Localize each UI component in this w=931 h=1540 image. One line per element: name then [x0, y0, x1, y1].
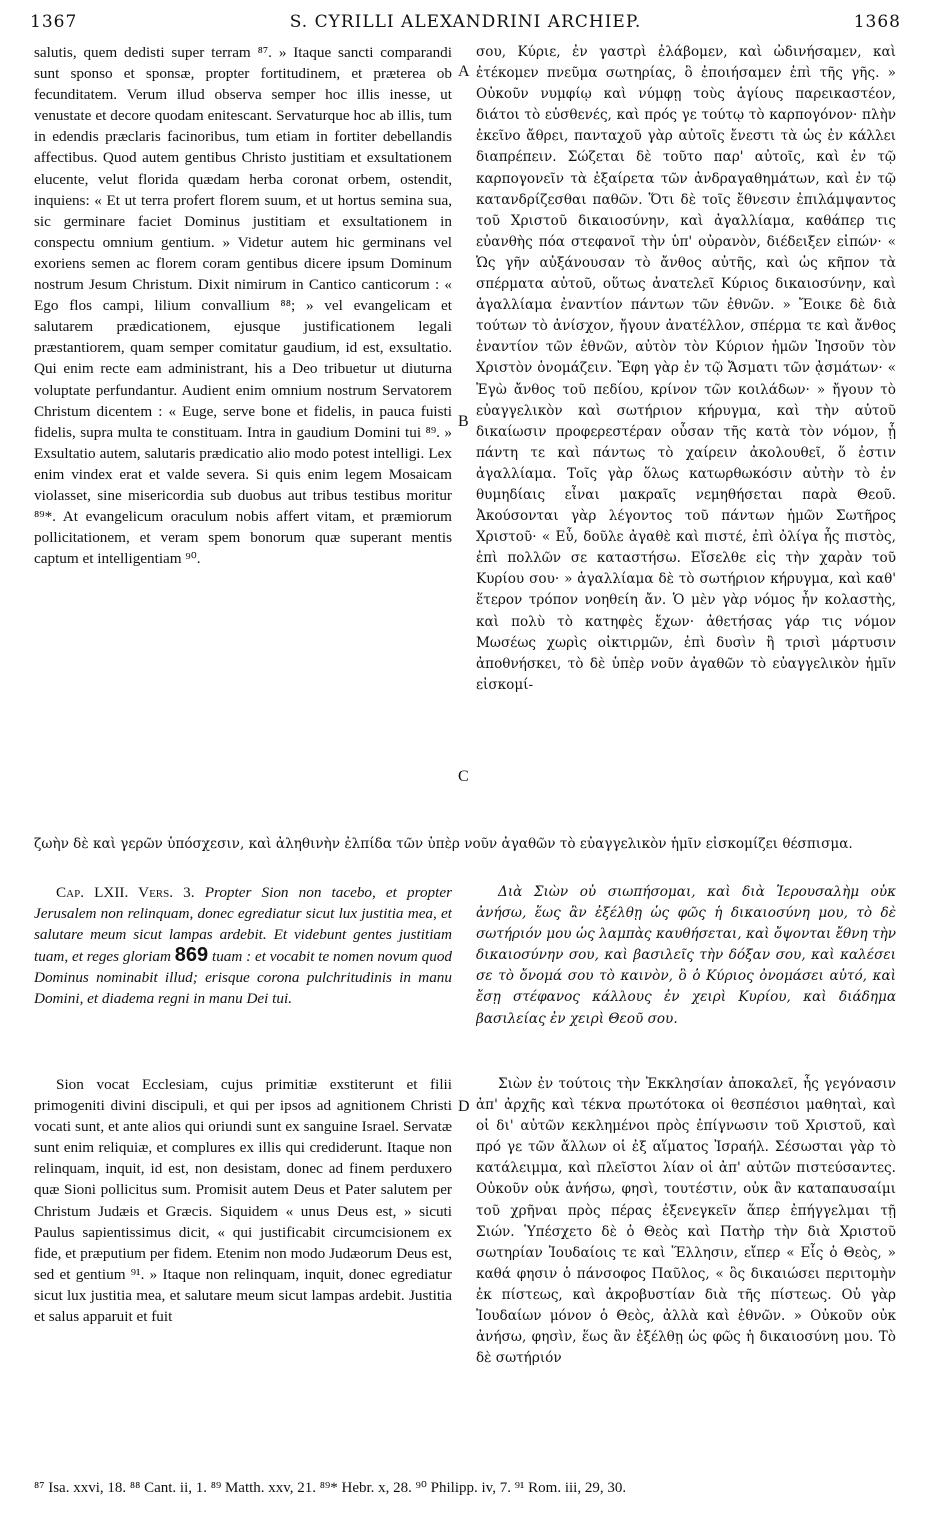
greek-column-bottom [476, 1074, 896, 1474]
latin-column-bottom [34, 1074, 452, 1474]
latin-commentary: Sion vocat Ecclesiam, cujus primitiæ exstiterunt et filii primogeniti divini discipuli, et qui per ipsos ad agnitionem Christi vocati sunt, et ante alios qui oriundi sunt ex sanguine Israel. Servatæ sunt enim reliquiæ, et complures ex illis qui crediderunt. Itaque non relinquam, inquit, id est, non desistam, donec ad finem perduxero quæ Sioni pollicitus sum. Promisit autem Deus et Pater salutem per Christum Judæis et Græcis. Siquidem « unus Deus est, » sicuti Paulus sapientissimus dicit, « qui justificabit circumcisionem ex fide, et præputium per fidem. Etenim non modo Judæorum Deus est, sed et gentium ⁹¹. » Itaque non relinquam, inquit, donec egrediatur sicut lux justitia mea, et salutare meum sicut lampas ardebit. Justitia et salus apparuit et fuit [34, 1076, 452, 1326]
footnote-text: ⁸⁷ Isa. xxvi, 18. ⁸⁸ Cant. ii, 1. ⁸⁹ Matth. xxv, 21. ⁸⁹* Hebr. x, 28. ⁹⁰ Philipp. iv, 7. ⁹¹ Rom. iii, 29, 30. [34, 1480, 627, 1496]
latin-text: salutis, quem dedisti super terram ⁸⁷. » Itaque sancti comparandi sunt sponso et sponsæ, propter fortitudinem, et præterea ob fecunditatem. Verum illud observa semper hoc illis inesse, ut venustate et decore quodam enitescant. Servaturque hoc ab illis, tum in edendis præclaris facinoribus, tum etiam in fortiter debellandis affectibus. Quod autem gentibus Christo justitiam et exsultationem elucente, velut florida quædam herba coronat orbem, ostendit, inquiens: « Et ut terra profert florem suum, et ut hortus semina sua, sic germinare faciet Dominus justitiam et exsultationem in conspectu omnium gentium. » Videtur autem hic germinans vel exoriens semen ac florem coram gentibus dicere ipsum Dominum nostrum Jesum Christum. Dixit nimirum in Cantico canticorum : « Ego flos campi, lilium convallium ⁸⁸; » vel evangelicam et salutarem prædicationem, ejusque justificationem legali præstantiorem, quam semper comitatur gaudium, id est, exsultatio. Qui enim recte eam administrant, his a Deo tribuetur ut diuturna voluptate perfundantur. Audient enim omnium nostrum Servatorem Christum dicentem : « Euge, serve bone et fidelis, in pauca fuisti fidelis, supra multa te constituam. Intra in gaudium Domini tui ⁸⁹. » Exsultatio autem, salutaris prædicatio alio modo potest intelligi. Lex enim vindex erat et valde severa. Si quis enim legem Mosaicam violasset, sine misericordia sub duobus aut tribus testibus moritur ⁸⁹*. At evangelicum oraculum nobis affert vitam, et præmiorum pollicitationem, et veram spem bonorum quæ superant mentis captum et intelligentiam ⁹⁰. [34, 44, 452, 568]
greek-continuation: ζωὴν δὲ καὶ γερῶν ὑπόσχεσιν, καὶ ἀληθινὴν ἐλπίδα τῶν ὑπὲρ νοῦν ἀγαθῶν τὸ εὐαγγελικὸν ἡμῖν εἰσκομίζει θέσπισμα. [34, 836, 853, 852]
column-number: 869 [174, 944, 209, 967]
greek-column-top [476, 42, 896, 858]
margin-marker-b: B [458, 413, 469, 430]
chapter-greek-text: Διὰ Σιὼν οὐ σιωπήσομαι, καὶ διὰ Ἱερουσαλὴμ οὐκ ἀνήσω, ἕως ἂν ἐξέλθῃ ὡς φῶς ἡ δικαιοσύνη μου, τὸ δὲ σωτήριόν μου ὡς λαμπὰς καυθήσεται, καὶ ὄψονται ἔθνη τὴν δικαιοσύνην σου, καὶ βασιλεῖς τὴν δόξαν σου, καὶ καλέσει σε τὸ ὄνομά σου τὸ καινὸν, ὃ ὁ Κύριος ὀνομάσει αὐτό, καὶ ἔσῃ στέφανος κάλλους ἐν χειρὶ Κυρίου, καὶ διάδημα βασιλείας ἐν χειρὶ Θεοῦ σου. [476, 884, 896, 1027]
running-title: S. CYRILLI ALEXANDRINI ARCHIEP. [289, 12, 642, 32]
margin-marker-c: C [458, 768, 469, 785]
margin-marker-d: D [458, 1098, 470, 1115]
left-page-number: 1367 [30, 12, 78, 32]
chapter-greek-block [476, 882, 896, 1072]
margin-marker-a: A [458, 63, 470, 80]
chapter-latin-text: Propter Sion non tacebo, et propter Jerusalem non relinquam, donec egrediatur sicut lux justitia mea, et salutare meum sicut lampas ardebit. Et videbunt gentes justitiam tuam, et reges gloriam [34, 884, 452, 966]
running-header [30, 8, 901, 36]
greek-commentary: Σιὼν ἐν τούτοις τὴν Ἐκκλησίαν ἀποκαλεῖ, ἧς γεγόνασιν ἀπ' ἀρχῆς καὶ τέκνα πρωτότοκα οἱ θεσπέσιοι μαθηταὶ, καὶ οἱ δι' αὐτῶν κεκλημένοι πρὸς ἐπίγνωσιν τοῦ Χριστοῦ, καὶ πρό γε τῶν ἄλλων οἱ ἐξ αἵματος Ἰσραήλ. Σέσωσται γὰρ τὸ κατάλειμμα, καὶ πλεῖστοι λίαν οἱ ἀπ' αὐτῶν πιστεύσαντες. Οὐκοῦν οὐκ ἀνήσω, φησὶ, τουτέστιν, οὐκ ἂν καταπαυσαίμι τοῦ χρῆναι πρὸς πέρας ἐξενεγκεῖν ἅπερ ἐπήγγελμαι τῇ Σιών. Ὑπέσχετο δὲ ὁ Θεὸς καὶ Πατὴρ τὴν διὰ Χριστοῦ σωτηρίαν Ἰουδαίοις τε καὶ Ἕλλησιν, εἴπερ « Εἷς ὁ Θεὸς, » καθά φησιν ὁ πάνσοφος Παῦλος, « ὃς δικαιώσει περιτομὴν ἐκ πίστεως, καὶ ἀκροβυστίαν διὰ τῆς πίστεως. Οὐ γὰρ Ἰουδαίων μόνον ὁ Θεὸς, ἀλλὰ καὶ ἐθνῶν. » Οὐκοῦν οὐκ ἀνήσω, φησὶν, ἕως ἂν ἐξέλθῃ ὡς φῶς ἡ δικαιοσύνη μου. Τὸ δὲ σωτήριόν [476, 1076, 896, 1367]
full-width-greek-line [34, 834, 897, 855]
chapter-latin-block [34, 882, 452, 1072]
chapter-label: Cap. LXII. Vers. 3. [56, 884, 195, 901]
footnotes [34, 1478, 897, 1498]
greek-text: σου, Κύριε, ἐν γαστρὶ ἐλάβομεν, καὶ ὠδινήσαμεν, καὶ ἐτέκομεν πνεῦμα σωτηρίας, ὃ ἐποιήσαμεν ἐπὶ τῆς γῆς. » Οὐκοῦν νυμφίῳ καὶ νύμφῃ τοὺς ἁγίους παρεικαστέον, διάτοι τὸ εὐσθενές, καὶ πρός γε τούτῳ τὸ καρπογόνον· πλὴν ἐκεῖνο ἄθρει, πανταχοῦ γὰρ αὐτοῖς ἔνεστι τὰ ὡς ἐν κάλλει διαπρέπειν. Σώζεται δὲ τοῦτο παρ' αὐτοῖς, καὶ ἐν τῷ καρπογονεῖν τὰ ἐξαίρετα τῶν ἀνδραγαθημάτων, καὶ ἐν τῷ κατανδρίζεσθαι παθῶν. Ὅτι δὲ τοῖς ἔθνεσιν ἐπιλάμψαντος τοῦ Χριστοῦ δικαιοσύνην, καὶ ἀγαλλίαμα, καθάπερ τις εὐανθὴς πόα στεφανοῖ τὴν ὑπ' οὐρανὸν, διέδειξεν εἰπών· « Ὡς γῆν αὐξάνουσαν τὸ ἄνθος αὐτῆς, καὶ ὡς κῆπον τὰ σπέρματα αὐτοῦ, οὕτως ἀνατελεῖ Κύριος δικαιοσύνην, καὶ ἀγαλλίαμα ἐναντίον πάντων τῶν ἐθνῶν. » Ἔοικε δὲ διὰ τούτων τὸ ἀνίσχον, ἤγουν ἀνατέλλον, σπέρμα τε καὶ ἄνθος ἐναντίον τῶν ἐθνῶν, αὐτὸν τὸν Κύριον ἡμῶν Ἰησοῦν τὸν Χριστὸν ὀνομάζειν. Ἔφη γὰρ ἐν τῷ Ἄσματι τῶν ᾀσμάτων· « Ἐγὼ ἄνθος τοῦ πεδίου, κρίνον τῶν κοιλάδων· » ἤγουν τὸ εὐαγγελικὸν καὶ σωτήριον κήρυγμα, καὶ τὴν αὐτοῦ δικαίωσιν προφερεστέραν οὖσαν τῆς κατὰ τὸν νόμον, ᾗ πάντη τε καὶ πάντως τὸ χαίρειν ἀκολουθεῖ, ὅ ἐστιν ἀγαλλίαμα. Τοῖς γὰρ ὅλως κατωρθωκόσιν αὐτὴν τὸ ἐν θυμηδίαις εἶναι μακραῖς νεμηθήσεται παρὰ Θεοῦ. Ἀκούσονται γὰρ λέγοντος τοῦ πάντων ἡμῶν Σωτῆρος Χριστοῦ· « Εὖ, δοῦλε ἀγαθὲ καὶ πιστέ, ἐπὶ ὀλίγα ἧς πιστὸς, ἐπὶ πολλῶν σε καταστήσω. Εἴσελθε εἰς τὴν χαρὰν τοῦ Κυρίου σου· » ἀγαλλίαμα δὲ τὸ σωτήριον κήρυγμα, καὶ καθ' ἕτερον τρόπον νοηθείη ἄν. Ὁ μὲν γὰρ νόμος ἦν κολαστὴς, καὶ πολὺ τὸ κατηφὲς ἔχων· ἀθετήσας γάρ τις νόμον Μωσέως χωρὶς οἰκτιρμῶν, ἐπὶ δυσὶν ἢ τρισὶ μάρτυσιν ἀποθνήσκει, τὸ δὲ ὑπὲρ νοῦν ἀγαθῶν τὸ εὐαγγελικὸν ἡμῖν εἰσκομί- [476, 44, 896, 693]
right-page-number: 1368 [853, 12, 901, 32]
chapter-latin-cont: tuam : et vocabit te nomen novum quod Dominus nominabit illud; erisque corona pulchritudinis in manu Domini, et diadema regni in manu Dei tui. [34, 948, 452, 1008]
latin-column-top [34, 42, 452, 858]
